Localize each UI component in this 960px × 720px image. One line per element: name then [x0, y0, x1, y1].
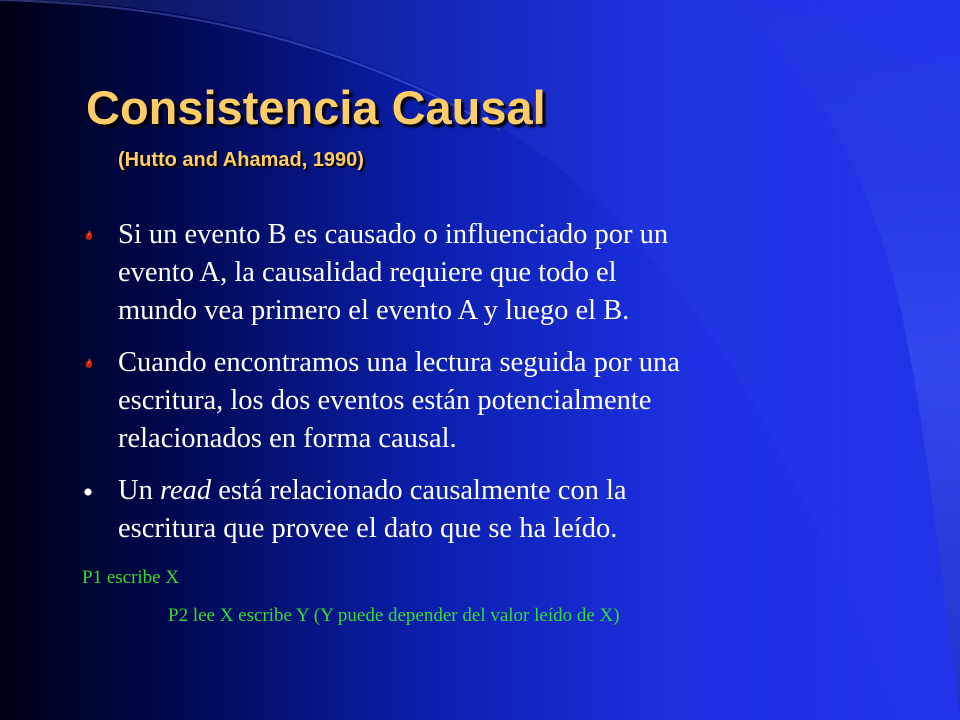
bullet-line: escritura que provee el dato que se ha leído.	[118, 513, 618, 544]
bullet-line: escritura, los dos eventos están potencialmente	[118, 385, 652, 416]
bullet-line: relacionados en forma causal.	[118, 423, 457, 454]
bullet-line: Si un evento B es causado o influenciado por un	[118, 219, 669, 250]
bullet-line: Cuando encontramos una lectura seguida por una	[118, 347, 680, 378]
bullet-line: mundo vea primero el evento A y luego el B.	[118, 295, 630, 326]
slide-subtitle: (Hutto and Ahamad, 1990)	[118, 149, 364, 171]
bullet-item-read-write-relation	[82, 344, 882, 458]
red-droplet-bullet-icon	[82, 229, 94, 241]
bullet-line: evento A, la causalidad requiere que todo el	[118, 257, 617, 288]
note-p2: P2 lee X escribe Y (Y puede depender del valor leído de X)	[168, 605, 620, 626]
slide-title: Consistencia Causal	[86, 81, 546, 134]
bullet-item-read-causality	[82, 472, 882, 548]
white-dot-bullet-icon	[82, 485, 94, 497]
note-p1: P1 escribe X	[82, 567, 180, 588]
bullet-text: Un	[118, 475, 160, 506]
bullet-line	[118, 472, 882, 510]
red-droplet-bullet-icon	[82, 357, 94, 369]
bullet-item-causality-definition	[82, 216, 882, 330]
bullet-text: está relacionado causalmente con la	[211, 475, 627, 506]
bullet-list	[82, 216, 882, 562]
emphasis-read: read	[159, 475, 212, 506]
